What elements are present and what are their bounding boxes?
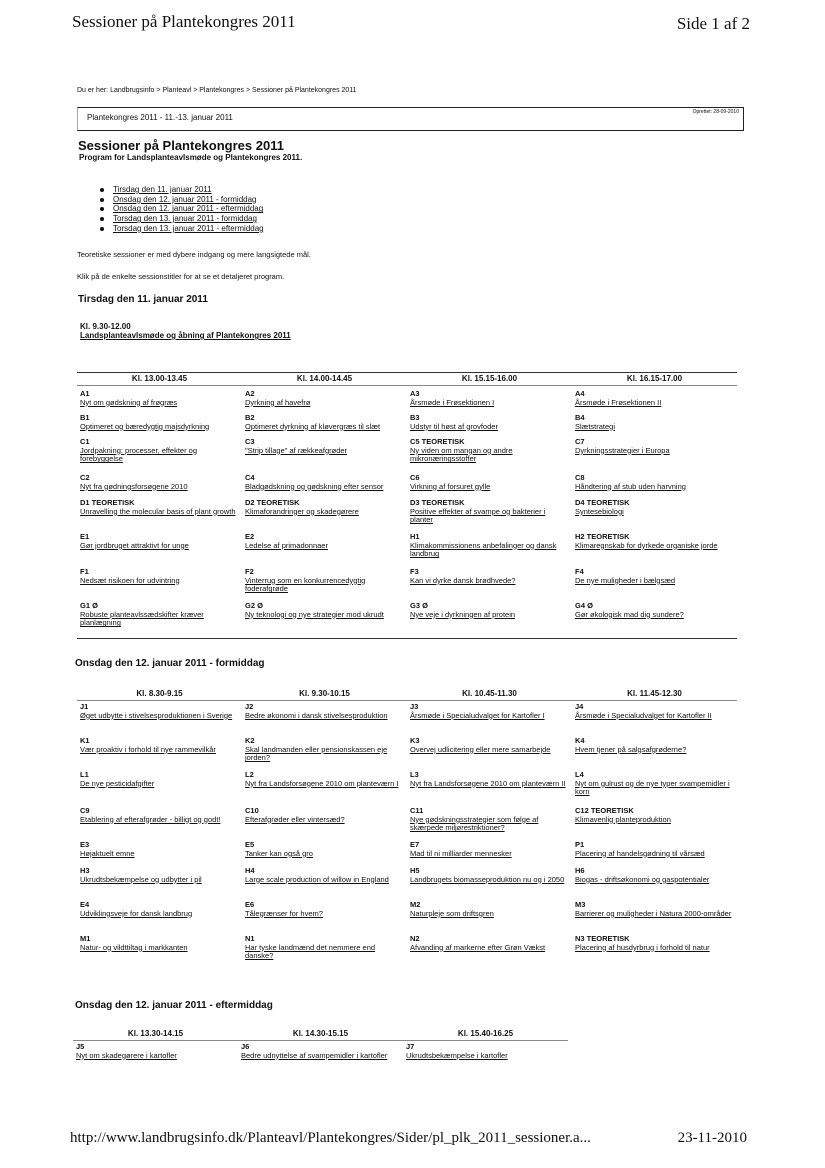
session-cell [245,867,402,884]
session-code: C7 [575,437,585,446]
session-code: A3 [410,389,420,398]
session-title-link[interactable]: Syntesebiologi [575,506,624,516]
session-title-link[interactable]: Nye gødskningsstrategier som følge af skærpede miljørestriktioner? [410,814,539,833]
session-title-link[interactable]: Klimakommissionens anbefalinger og dansk landbrug [410,540,557,559]
session-title-link[interactable]: Naturpleje som driftsgren [410,908,494,918]
session-code: E4 [80,900,90,909]
session-code: D3 TEORETISK [410,498,465,507]
session-title-link[interactable]: Ny teknologi og nye strategier mod ukrudt [245,609,384,619]
day-link-item [100,185,264,195]
session-cell [80,474,237,491]
session-code: H3 [80,866,90,875]
day-link-tuesday[interactable]: Tirsdag den 11. januar 2011 [113,185,212,194]
session-title-link[interactable]: Skal landmanden eller pensionskassen eje jorden? [245,744,388,763]
session-cell [80,390,237,407]
session-title-link[interactable]: Etablering af efterafgrøder - billigt og godt! [80,814,221,824]
session-title-link[interactable]: Håndtering af stub uden harvning [575,481,686,491]
session-code: B1 [80,413,90,422]
session-code: H4 [245,866,255,875]
intro-paragraph-click: Klik på de enkelte sessionstitler for at se et detaljeret program. [77,272,285,281]
session-title-link[interactable]: Ledelse af primadonnaer [245,540,328,550]
session-title-link[interactable]: Nyt om gulrust og de nye typer svampemidler i korn [575,778,730,797]
session-title-link[interactable]: Ukrudtsbekæmpelse i kartofler [406,1050,508,1060]
session-title-link[interactable]: Biogas - driftsøkonomi og gaspotentialer [575,874,710,884]
session-cell [575,568,732,585]
session-cell [575,771,732,797]
breadcrumb-item-plantekongres[interactable]: Plantekongres [199,87,245,94]
session-cell [575,533,732,550]
tuesday-plenary [80,322,291,340]
session-code: M2 [410,900,421,909]
session-code: C4 [245,473,255,482]
session-code: J7 [406,1042,415,1051]
session-cell [410,568,567,585]
session-title-link[interactable]: Udviklingsveje for dansk landbrug [80,908,193,918]
breadcrumb [77,87,357,94]
session-cell [80,438,237,464]
time-slot-header: Kl. 8.30-9.15 [136,689,183,698]
session-code: C9 [80,806,90,815]
session-title-link[interactable]: Ny viden om mangan og andre mikronæringsstoffer [410,445,513,464]
breadcrumb-separator: > [193,87,198,94]
session-title-link[interactable]: Nye veje i dyrkningen af protein [410,609,516,619]
session-title-link[interactable]: Bedre økonomi i dansk stivelsesproduktion [245,710,388,720]
session-title-link[interactable]: Efterafgrøder eller vintersæd? [245,814,345,824]
session-code: D4 TEORETISK [575,498,630,507]
session-cell [245,841,402,858]
session-code: E2 [245,532,255,541]
session-cell [410,703,567,720]
time-slot-header: Kl. 14.00-14.45 [296,374,353,383]
session-title-link[interactable]: Optimeret og bæredygtig majsdyrkning [80,421,210,431]
breadcrumb-current[interactable]: Sessioner på Plantekongres 2011 [252,87,357,94]
session-cell [410,771,567,788]
session-cell [80,533,237,550]
session-code: L4 [575,770,584,779]
session-code: C11 [410,806,424,815]
table-header-rule [77,385,737,386]
session-title-link[interactable]: Klimaforandringer og skadegørere [245,506,359,516]
session-cell [245,703,402,720]
day-link-thursday-am[interactable]: Torsdag den 13. januar 2011 - formiddag [113,214,257,224]
session-code: L1 [80,770,89,779]
session-code: A2 [245,389,255,398]
header-box-text: Plantekongres 2011 - 11.-13. januar 2011 [87,113,233,122]
session-cell [575,438,732,455]
session-code: C3 [245,437,255,446]
session-cell [80,867,237,884]
session-cell [410,602,567,619]
session-title-link[interactable]: Optimeret dyrkning af kløvergræs til slæt [245,421,381,431]
time-slot-header: Kl. 15.40-16.25 [457,1029,514,1038]
time-slot-header: Kl. 13.00-13.45 [131,374,188,383]
table-bottom-rule [77,638,737,639]
session-title-link[interactable]: Klimaregnskab for dyrkede organiske jorde [575,540,718,550]
session-code: H5 [410,866,420,875]
session-title-link[interactable]: Unravelling the molecular basis of plant growth [80,506,236,516]
intro-paragraph-theoretical: Teoretiske sessioner er med dybere indgang og mere langsigtede mål. [77,250,311,259]
session-title-link[interactable]: Robuste planteavlssædskifter kræver planlægning [80,609,204,628]
session-title-link[interactable]: Large scale production of willow in England [245,874,389,884]
session-cell [410,807,567,833]
session-cell [410,867,567,884]
session-code: N2 [410,934,420,943]
session-cell [241,1043,398,1060]
session-code: J5 [76,1042,85,1051]
session-code: C10 [245,806,259,815]
print-page-number: Side 1 af 2 [676,14,750,33]
session-cell [410,438,567,464]
session-title-link[interactable]: Klimavenlig planteproduktion [575,814,671,824]
session-code: F4 [575,567,584,576]
session-title-link[interactable]: Nyt om skadegørere i kartofler [76,1050,177,1060]
header-box-created: Oprettet: 28-09-2010 [692,109,739,115]
session-title-link[interactable]: Nedsæt risikoen for udvintring [80,575,180,585]
session-title-link[interactable]: Årsmøde i Specialudvalget for Kartofler II [575,710,712,720]
session-cell [410,474,567,491]
session-code: K4 [575,736,585,745]
session-title-link[interactable]: Højaktuelt emne [80,848,135,858]
time-slot-header: Kl. 10.45-11.30 [462,689,517,698]
session-code: K3 [410,736,420,745]
session-title-link[interactable]: Øget udbytte i stivelsesproduktionen i Sverige [80,710,233,720]
session-title-link[interactable]: Placering af husdyrbrug i forhold til natur [575,942,710,952]
session-code: P1 [575,840,585,849]
session-cell [575,602,732,619]
session-code: H2 TEORETISK [575,532,630,541]
session-cell [80,841,237,858]
time-slot-header: Kl. 16.15-17.00 [626,374,683,383]
session-cell [575,841,732,858]
session-code: C1 [80,437,90,446]
session-title-link[interactable]: Natur- og vildttiltag i markkanten [80,942,188,952]
session-cell [245,414,402,431]
session-code: C6 [410,473,420,482]
session-code: E5 [245,840,255,849]
session-cell [575,499,732,516]
footer-date: 23-11-2010 [677,1130,747,1146]
session-title-link[interactable]: Bladgødskning og gødskning efter sensor [245,481,384,491]
day-link-item [100,204,264,214]
day-link-item [100,195,264,205]
session-code: J3 [410,702,419,711]
session-code: J2 [245,702,254,711]
day-link-item [100,224,264,234]
wednesday-pm-session-table [73,1027,569,1077]
session-title-link[interactable]: Slætstrategi [575,421,616,431]
session-code: G1 Ø [80,601,98,610]
session-title-link[interactable]: Gør økologisk mad dig sundere? [575,609,684,619]
session-cell [245,807,402,824]
session-code: A1 [80,389,90,398]
breadcrumb-separator: > [156,87,161,94]
session-cell [245,602,402,619]
session-title-link[interactable]: Årsmøde i Frøsektionen I [410,397,495,407]
session-cell [245,533,402,550]
tuesday-heading: Tirsdag den 11. januar 2011 [78,294,208,305]
session-title-link[interactable]: Afvanding af markerne efter Grøn Vækst [410,942,546,952]
session-cell [245,438,402,455]
session-cell [245,390,402,407]
session-code: F1 [80,567,89,576]
session-cell [80,568,237,585]
day-links-list [100,185,264,233]
session-code: C8 [575,473,585,482]
session-title-link[interactable]: Dyrkningsstrategier i Europa [575,445,670,455]
session-code: K1 [80,736,90,745]
session-code: G4 Ø [575,601,593,610]
plenary-title-link[interactable]: Landsplanteavlsmøde og åbning af Plantekongres 2011 [80,331,291,340]
session-title-link[interactable]: Har tyske landmænd det nemmere end danske? [245,942,376,961]
session-cell [80,703,237,720]
session-title-link[interactable]: Udstyr til høst af grovfoder [410,421,498,431]
time-slot-header: Kl. 14.30-15.15 [292,1029,349,1038]
tuesday-session-table [77,372,738,640]
page-subtitle: Program for Landsplanteavlsmøde og Plantekongres 2011. [79,153,303,162]
session-cell [575,390,732,407]
session-title-link[interactable]: Tålegrænser for hvem? [245,908,323,918]
session-cell [245,499,402,516]
session-title-link[interactable]: Nyt fra Landsforsøgene 2010 om planteværn II [410,778,566,788]
session-code: K2 [245,736,255,745]
session-cell [575,737,732,754]
table-header-rule [73,1040,568,1041]
session-cell [575,807,732,824]
session-code: B2 [245,413,255,422]
day-link-thursday-pm[interactable]: Torsdag den 13. januar 2011 - eftermiddag [113,223,264,233]
breadcrumb-prefix: Du er her: [77,87,109,94]
day-link-wednesday-am[interactable]: Onsdag den 12. januar 2011 - formiddag [113,194,257,204]
session-cell [80,807,237,824]
session-title-link[interactable]: Barrierer og muligheder i Natura 2000-områder [575,908,732,918]
session-code: J4 [575,702,584,711]
session-title-link[interactable]: Vinterrug som en konkurrencedygtig foderafgrøde [245,575,366,594]
breadcrumb-separator: > [245,87,251,94]
session-code: A4 [575,389,585,398]
session-title-link[interactable]: Overvej udlicitering eller mere samarbejde [410,744,551,754]
session-title-link[interactable]: Ukrudtsbekæmpelse og udbytter i pil [80,874,202,884]
session-code: B4 [575,413,585,422]
session-cell [80,771,237,788]
session-code: F3 [410,567,419,576]
session-title-link[interactable]: Kan vi dyrke dansk brødhvede? [410,575,516,585]
session-code: D2 TEORETISK [245,498,300,507]
session-code: G3 Ø [410,601,428,610]
session-cell [575,901,732,918]
session-cell [80,414,237,431]
session-cell [410,737,567,754]
session-cell [575,867,732,884]
session-cell [80,737,237,754]
breadcrumb-item-landbrugsinfo[interactable]: Landbrugsinfo [110,87,155,94]
session-title-link[interactable]: Vær proaktiv i forhold til nye rammevilkår [80,744,216,754]
session-cell [245,568,402,594]
session-title-link[interactable]: "Strip tillage" af rækkeafgrøder [245,445,348,455]
session-title-link[interactable]: Jordpakning: processer, effekter og forebyggelse [80,445,198,464]
session-title-link[interactable]: Gør jordbruget attraktivt for unge [80,540,189,550]
session-code: J1 [80,702,89,711]
plenary-time: Kl. 9.30-12.00 [80,322,131,331]
session-cell [245,901,402,918]
session-code: H6 [575,866,585,875]
session-cell [245,771,402,788]
session-cell [80,602,237,628]
session-code: E7 [410,840,420,849]
session-cell [410,414,567,431]
print-header-title: Sessioner på Plantekongres 2011 [72,12,296,31]
session-code: L3 [410,770,419,779]
session-code: F2 [245,567,254,576]
session-code: H1 [410,532,420,541]
session-title-link[interactable]: Positive effekter af svampe og bakterier i planter [410,506,546,525]
session-cell [575,474,732,491]
session-code: L2 [245,770,254,779]
session-title-link[interactable]: Landbrugets biomasseproduktion nu og i 2050 [410,874,565,884]
session-title-link[interactable]: Mad til ni milliarder mennesker [410,848,512,858]
session-cell [575,935,732,952]
session-code: E6 [245,900,255,909]
day-link-wednesday-pm[interactable]: Onsdag den 12. januar 2011 - eftermiddag [113,204,264,214]
header-box [77,107,744,131]
session-cell [76,1043,233,1060]
session-title-link[interactable]: Tanker kan også gro [245,848,313,858]
session-cell [575,703,732,720]
session-title-link[interactable]: Årsmøde i Specialudvalget for Kartofler I [410,710,545,720]
session-code: B3 [410,413,420,422]
time-slot-header: Kl. 15.15-16.00 [461,374,518,383]
session-cell [410,841,567,858]
session-cell [80,901,237,918]
session-cell [410,390,567,407]
session-title-link[interactable]: Nyt fra Landsforsøgene 2010 om planteværn I [245,778,399,788]
session-cell [410,935,567,952]
session-code: M3 [575,900,586,909]
session-code: G2 Ø [245,601,263,610]
session-cell [406,1043,563,1060]
session-title-link[interactable]: Hvem tjener på salgsafgrøderne? [575,744,687,754]
session-title-link[interactable]: Virkning af forsuret gylle [410,481,491,491]
session-code: J6 [241,1042,250,1051]
table-top-rule [77,372,737,373]
session-title-link[interactable]: Nyt fra gødningsforsøgene 2010 [80,481,188,491]
session-code: E1 [80,532,90,541]
session-title-link[interactable]: Bedre udnyttelse af svampemidler i kartofler [241,1050,388,1060]
time-slot-header: Kl. 11.45-12.30 [627,689,682,698]
session-cell [410,533,567,559]
page-title: Sessioner på Plantekongres 2011 [78,138,284,153]
session-code: C2 [80,473,90,482]
session-cell [245,474,402,491]
session-title-link[interactable]: De nye muligheder i bælgsæd [575,575,676,585]
session-title-link[interactable]: De nye pesticidafgifter [80,778,155,788]
wednesday-am-session-table [77,687,738,967]
session-cell [245,935,402,961]
breadcrumb-item-planteavl[interactable]: Planteavl [162,87,192,94]
day-link-item [100,214,264,224]
session-code: C12 TEORETISK [575,806,634,815]
session-title-link[interactable]: Placering af handelsgødning til vårsæd [575,848,705,858]
session-title-link[interactable]: Nyt om gødskning af frøgræs [80,397,178,407]
session-cell [410,499,567,525]
time-slot-header: Kl. 13.30-14.15 [127,1029,184,1038]
footer-url: http://www.landbrugsinfo.dk/Planteavl/Plantekongres/Sider/pl_plk_2011_sessioner.a... [70,1130,591,1146]
session-code: N1 [245,934,255,943]
session-cell [410,901,567,918]
session-title-link[interactable]: Dyrkning af havefrø [245,397,311,407]
session-cell [80,935,237,952]
wednesday-am-heading: Onsdag den 12. januar 2011 - formiddag [75,658,265,669]
session-code: C5 TEORETISK [410,437,465,446]
session-code: E3 [80,840,90,849]
time-slot-header: Kl. 9.30-10.15 [299,689,350,698]
session-code: N3 TEORETISK [575,934,630,943]
session-code: M1 [80,934,91,943]
session-code: D1 TEORETISK [80,498,135,507]
session-cell [575,414,732,431]
session-title-link[interactable]: Årsmøde i Frøsektionen II [575,397,662,407]
table-header-rule [77,700,737,701]
session-cell [80,499,237,516]
wednesday-pm-heading: Onsdag den 12. januar 2011 - eftermiddag [75,1000,273,1011]
session-cell [245,737,402,763]
